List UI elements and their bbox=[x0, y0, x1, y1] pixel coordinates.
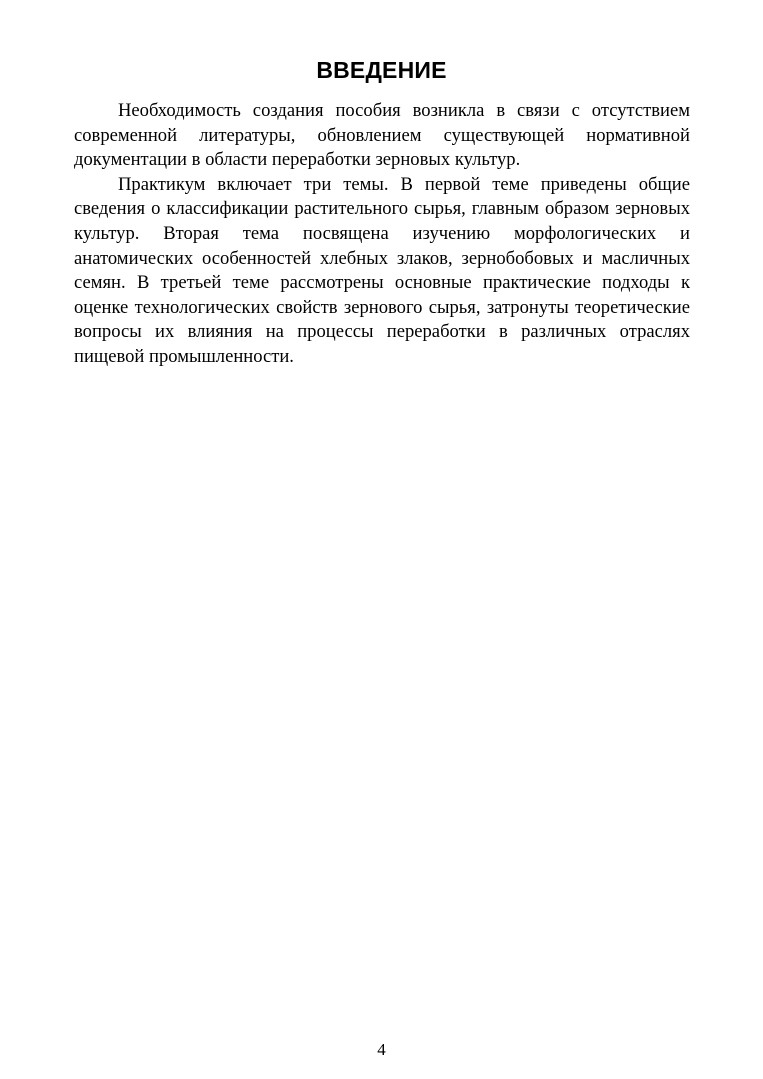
paragraph-intro: Необходимость создания пособия возникла в связи с отсутствием современной литературы, обновлением существующей нормативной документации в области переработки зерновых культур. bbox=[74, 100, 690, 171]
body-text bbox=[74, 99, 690, 370]
page-title: ВВЕДЕНИЕ bbox=[316, 57, 447, 83]
page-number: 4 bbox=[377, 1040, 386, 1059]
paragraph-structure: Практикум включает три темы. В первой теме приведены общие сведения о классификации растительного сырья, главным образом зерновых культур. Вторая тема посвящена изучению морфологических и анатомических особенностей хлебных злаков, зернобобовых и масличных семян. В третьей теме рассмотрены основные практические подходы к оценке технологических свойств зернового сырья, затронуты теоретические вопросы их влияния на процессы переработки в различных отраслях пищевой промышленности. bbox=[74, 173, 690, 367]
